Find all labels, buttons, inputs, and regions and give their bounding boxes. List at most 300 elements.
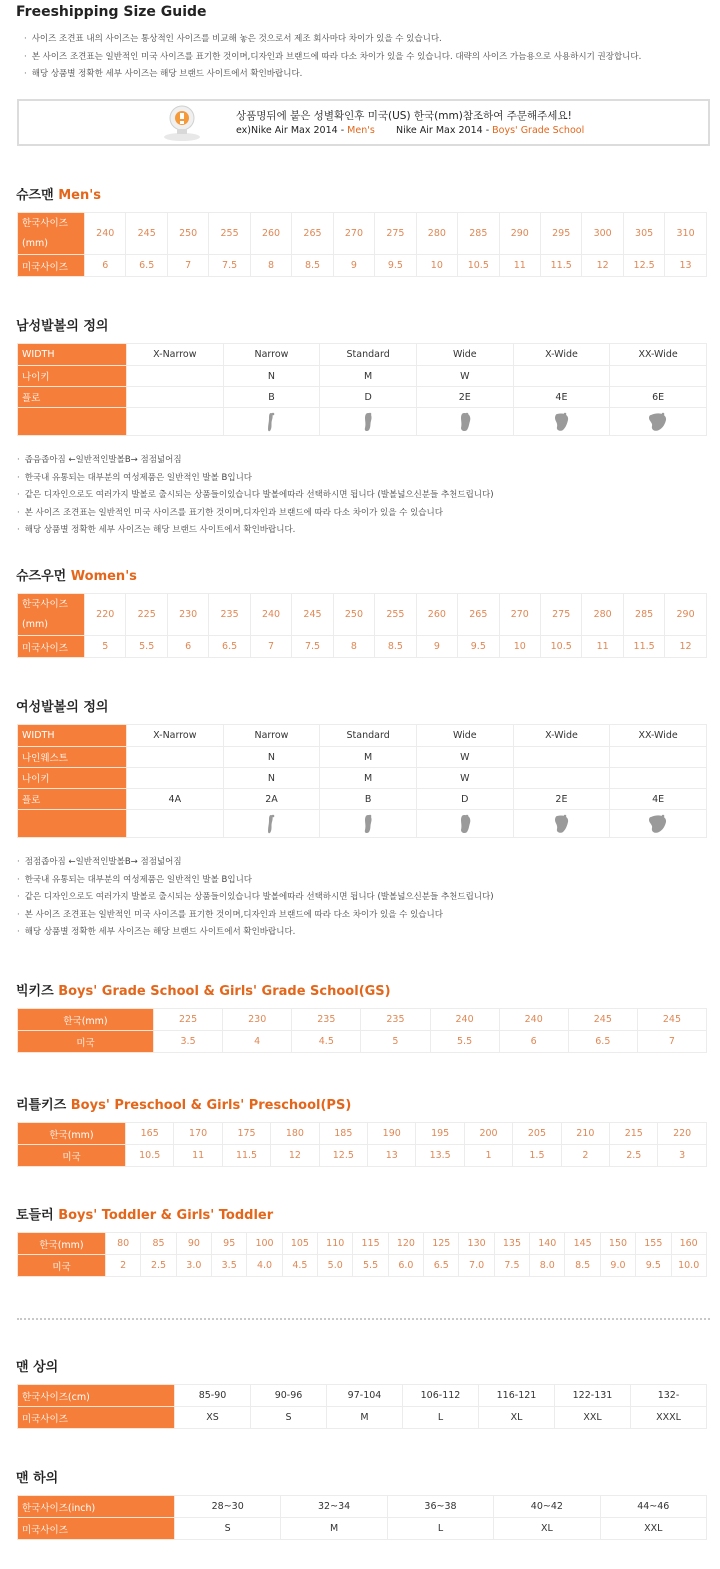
size-cell: 290 [499, 213, 540, 255]
size-cell: 32~34 [281, 1496, 387, 1518]
size-cell: 7 [250, 636, 291, 658]
page-title: Freeshipping Size Guide [16, 4, 207, 20]
size-cell: 135 [494, 1233, 529, 1255]
size-cell: 220 [658, 1123, 706, 1145]
size-cell: 10 [416, 255, 457, 277]
table-row [18, 1255, 707, 1277]
size-cell: 105 [282, 1233, 317, 1255]
size-cell: 13.5 [416, 1145, 464, 1167]
size-cell: 210 [561, 1123, 609, 1145]
size-cell: 13 [665, 255, 706, 277]
size-cell: 245 [568, 1009, 637, 1031]
width-header-cell: Standard [320, 344, 417, 366]
width-cell: 2E [416, 387, 513, 408]
foot-cell [610, 408, 707, 436]
width-header-label: WIDTH [18, 725, 127, 747]
width-cell [513, 768, 610, 789]
foot-xwide-icon [553, 813, 570, 835]
size-cell: 235 [209, 594, 250, 636]
foot-xwide-icon [553, 411, 570, 433]
toddler-size-table [17, 1232, 707, 1277]
size-cell: M [281, 1518, 387, 1540]
size-cell: 6 [85, 255, 126, 277]
size-cell: 5 [85, 636, 126, 658]
brand-label: 플로 [18, 789, 127, 810]
width-cell: M [320, 768, 417, 789]
foot-wide-icon [458, 411, 472, 433]
size-cell: 10.0 [671, 1255, 706, 1277]
width-cell: M [320, 366, 417, 387]
note-item: · 좁음좁아짐 ←일반적인발볼B→ 점점넓어짐 [17, 452, 494, 470]
mens-width-notes [17, 452, 494, 540]
table-header-row [18, 344, 707, 366]
foot-cell [223, 408, 320, 436]
size-cell: 270 [499, 594, 540, 636]
size-cell: 7.5 [292, 636, 333, 658]
width-cell: N [223, 747, 320, 768]
size-cell: 255 [209, 213, 250, 255]
row-label: 한국(mm) [18, 1233, 106, 1255]
size-cell: 2.5 [610, 1145, 658, 1167]
size-cell: 9.5 [375, 255, 416, 277]
width-cell: 6E [610, 387, 707, 408]
foot-cell [416, 810, 513, 838]
size-cell: 285 [623, 594, 664, 636]
row-label: 미국사이즈 [18, 1518, 175, 1540]
size-cell: XL [479, 1407, 555, 1429]
size-cell: 280 [416, 213, 457, 255]
size-cell: 225 [154, 1009, 223, 1031]
size-cell: 6.5 [209, 636, 250, 658]
width-cell: B [320, 789, 417, 810]
width-cell [513, 747, 610, 768]
size-cell: 8.0 [530, 1255, 565, 1277]
size-cell: 85 [141, 1233, 176, 1255]
size-cell: 90-96 [251, 1385, 327, 1407]
size-cell: 235 [361, 1009, 430, 1031]
section-divider [17, 1318, 710, 1320]
blank-label [18, 810, 127, 838]
size-cell: 2.5 [141, 1255, 176, 1277]
size-cell: 8.5 [375, 636, 416, 658]
size-cell: 170 [174, 1123, 222, 1145]
size-cell: 6.5 [568, 1031, 637, 1053]
width-cell: W [416, 366, 513, 387]
table-row [18, 789, 707, 810]
size-cell: 250 [167, 213, 208, 255]
size-cell: 132- [631, 1385, 707, 1407]
banner-example-gs: Nike Air Max 2014 - Boys' Grade School [396, 125, 585, 136]
size-cell: 200 [464, 1123, 512, 1145]
width-header-cell: Wide [416, 725, 513, 747]
size-cell: 295 [540, 213, 581, 255]
size-cell: 285 [458, 213, 499, 255]
row-label: 한국사이즈 (mm) [18, 594, 85, 636]
section-title-mens-width: 남성발볼의 정의 [16, 319, 109, 334]
width-header-cell: X-Narrow [127, 344, 224, 366]
brand-label: 나이키 [18, 366, 127, 387]
size-cell: 240 [250, 594, 291, 636]
size-cell: 90 [176, 1233, 211, 1255]
size-cell: 190 [368, 1123, 416, 1145]
width-header-cell: X-Wide [513, 725, 610, 747]
size-cell: 265 [292, 213, 333, 255]
size-cell: 7.0 [459, 1255, 494, 1277]
mens-shoe-size-table [17, 212, 707, 277]
size-cell: 300 [582, 213, 623, 255]
row-label: 한국(mm) [18, 1123, 126, 1145]
size-cell: 305 [623, 213, 664, 255]
size-cell: 1 [464, 1145, 512, 1167]
size-cell: 290 [665, 594, 706, 636]
width-cell [127, 387, 224, 408]
foot-cell [513, 810, 610, 838]
row-label: 한국사이즈(cm) [18, 1385, 175, 1407]
width-cell: W [416, 768, 513, 789]
width-cell [610, 747, 707, 768]
blank-label [18, 408, 127, 436]
width-cell [610, 768, 707, 789]
table-row [18, 636, 707, 658]
size-cell: 9 [333, 255, 374, 277]
width-cell: M [320, 747, 417, 768]
size-cell: 40~42 [494, 1496, 600, 1518]
note-item: · 본 사이즈 조견표는 일반적인 미국 사이즈를 표기한 것이며,디자인과 브랜드에 따라 다소 차이가 있을 수 있습니다 [17, 907, 494, 925]
size-cell: 205 [513, 1123, 561, 1145]
size-cell: 7 [637, 1031, 706, 1053]
width-cell [127, 747, 224, 768]
row-label: 미국 [18, 1145, 126, 1167]
size-cell: 5.5 [430, 1031, 499, 1053]
womens-width-notes [17, 854, 494, 942]
width-header-cell: Narrow [223, 725, 320, 747]
size-cell: 255 [375, 594, 416, 636]
size-cell: 230 [167, 594, 208, 636]
size-cell: XXL [555, 1407, 631, 1429]
size-cell: 12.5 [623, 255, 664, 277]
size-cell: 4.5 [292, 1031, 361, 1053]
section-title-womens-shoes: 슈즈우먼 Women's [16, 569, 137, 584]
table-row [18, 1518, 707, 1540]
size-cell: 4.0 [247, 1255, 282, 1277]
width-cell [127, 366, 224, 387]
size-cell: 9.5 [636, 1255, 671, 1277]
size-cell: 5.5 [126, 636, 167, 658]
size-cell: 160 [671, 1233, 706, 1255]
size-cell: 80 [106, 1233, 141, 1255]
size-cell: 185 [319, 1123, 367, 1145]
size-cell: 12 [665, 636, 706, 658]
size-cell: 8 [250, 255, 291, 277]
size-cell: 260 [416, 594, 457, 636]
size-cell: 10.5 [540, 636, 581, 658]
section-title-womens-width: 여성발볼의 정의 [16, 700, 109, 715]
table-row [18, 747, 707, 768]
width-header-cell: Narrow [223, 344, 320, 366]
size-cell: 36~38 [387, 1496, 493, 1518]
width-cell: D [320, 387, 417, 408]
size-cell: 9.0 [600, 1255, 635, 1277]
table-row [18, 1407, 707, 1429]
size-cell: 116-121 [479, 1385, 555, 1407]
section-title-preschool: 리틀키즈 Boys' Preschool & Girls' Preschool(PS) [16, 1098, 352, 1113]
foot-standard-icon [361, 813, 375, 835]
width-cell [513, 366, 610, 387]
size-cell: 245 [292, 594, 333, 636]
size-cell: 6 [167, 636, 208, 658]
table-row [18, 1496, 707, 1518]
table-row [18, 1385, 707, 1407]
foot-cell [320, 408, 417, 436]
size-cell: 180 [271, 1123, 319, 1145]
foot-cell [127, 810, 224, 838]
size-cell: 270 [333, 213, 374, 255]
size-cell: 260 [250, 213, 291, 255]
note-item: · 같은 디자인으로도 여러가지 발볼로 출시되는 상품들이있습니다 발볼에따라 선택하시면 됩니다 (발볼넓으신분들 추천드립니다) [17, 889, 494, 907]
note-item: · 본 사이즈 조견표는 일반적인 미국 사이즈를 표기한 것이며,디자인과 브랜드에 따라 다소 차이가 있을 수 있습니다 [17, 505, 494, 523]
brand-label: 플로 [18, 387, 127, 408]
size-cell: 11 [174, 1145, 222, 1167]
row-label: 한국사이즈(inch) [18, 1496, 175, 1518]
size-cell: 2 [561, 1145, 609, 1167]
womens-shoe-size-table [17, 593, 707, 658]
width-cell: 4E [513, 387, 610, 408]
size-cell: 7 [167, 255, 208, 277]
width-cell: W [416, 747, 513, 768]
width-cell: B [223, 387, 320, 408]
preschool-size-table [17, 1122, 707, 1167]
size-cell: 3.5 [212, 1255, 247, 1277]
size-cell: 11 [582, 636, 623, 658]
size-cell: 97-104 [327, 1385, 403, 1407]
size-cell: 7.5 [494, 1255, 529, 1277]
width-cell [127, 768, 224, 789]
width-header-cell: XX-Wide [610, 725, 707, 747]
size-cell: 12.5 [319, 1145, 367, 1167]
size-cell: 275 [375, 213, 416, 255]
table-row [18, 1145, 707, 1167]
size-cell: XS [175, 1407, 251, 1429]
men-top-size-table [17, 1384, 707, 1429]
brand-label: 나이키 [18, 768, 127, 789]
size-cell: 240 [499, 1009, 568, 1031]
size-cell: 100 [247, 1233, 282, 1255]
foot-icon-row [18, 408, 707, 436]
foot-cell [223, 810, 320, 838]
size-cell: 120 [388, 1233, 423, 1255]
size-cell: 195 [416, 1123, 464, 1145]
width-cell [610, 366, 707, 387]
section-title-men-bottom: 맨 하의 [16, 1471, 59, 1486]
size-cell: 175 [222, 1123, 270, 1145]
width-header-cell: X-Narrow [127, 725, 224, 747]
row-label: 미국사이즈 [18, 636, 85, 658]
size-cell: 8.5 [292, 255, 333, 277]
size-cell: 245 [637, 1009, 706, 1031]
size-cell: 3.5 [154, 1031, 223, 1053]
width-header-cell: Wide [416, 344, 513, 366]
size-cell: 10.5 [126, 1145, 174, 1167]
grade-school-size-table [17, 1008, 707, 1053]
foot-icon-row [18, 810, 707, 838]
size-cell: 11 [499, 255, 540, 277]
note-item: · 같은 디자인으로도 여러가지 발볼로 출시되는 상품들이있습니다 발볼에따라 선택하시면 됩니다 (발볼넓으신분들 추천드립니다) [17, 487, 494, 505]
size-cell: 265 [458, 594, 499, 636]
size-cell: XL [494, 1518, 600, 1540]
size-cell: S [175, 1518, 281, 1540]
size-cell: S [251, 1407, 327, 1429]
womens-width-table [17, 724, 707, 838]
size-cell: 125 [424, 1233, 459, 1255]
size-cell: 220 [85, 594, 126, 636]
table-row [18, 1233, 707, 1255]
size-cell: 12 [271, 1145, 319, 1167]
foot-cell [127, 408, 224, 436]
brand-label: 나인웨스트 [18, 747, 127, 768]
foot-cell [320, 810, 417, 838]
size-cell: 5.0 [318, 1255, 353, 1277]
row-label: 미국 [18, 1255, 106, 1277]
size-cell: 6 [499, 1031, 568, 1053]
size-cell: 5.5 [353, 1255, 388, 1277]
table-row [18, 1031, 707, 1053]
section-title-men-top: 맨 상의 [16, 1360, 59, 1375]
width-cell: D [416, 789, 513, 810]
size-cell: 28~30 [175, 1496, 281, 1518]
table-row [18, 1009, 707, 1031]
size-cell: 240 [85, 213, 126, 255]
size-cell: 10 [499, 636, 540, 658]
table-header-row [18, 725, 707, 747]
size-cell: 110 [318, 1233, 353, 1255]
size-cell: 250 [333, 594, 374, 636]
note-item: · 본 사이즈 조견표는 일반적인 미국 사이즈를 표기한 것이며,디자인과 브랜드에 따라 다소 차이가 있을 수 있습니다. 대략의 사이즈 가늠용으로 사용하시기 권장합니다. [24, 49, 641, 67]
size-cell: 165 [126, 1123, 174, 1145]
width-cell: 2E [513, 789, 610, 810]
size-cell: 235 [292, 1009, 361, 1031]
size-cell: 4.5 [282, 1255, 317, 1277]
size-cell: 106-112 [403, 1385, 479, 1407]
size-cell: 7.5 [209, 255, 250, 277]
table-row [18, 1123, 707, 1145]
table-row [18, 594, 707, 636]
size-cell: 11.5 [540, 255, 581, 277]
width-cell: 2A [223, 789, 320, 810]
table-row [18, 366, 707, 387]
size-cell: 5 [361, 1031, 430, 1053]
size-cell: 240 [430, 1009, 499, 1031]
foot-cell [416, 408, 513, 436]
note-item: · 해당 상품별 정확한 세부 사이즈는 해당 브랜드 사이트에서 확인바랍니다. [24, 66, 641, 84]
size-cell: 4 [223, 1031, 292, 1053]
foot-narrow-icon [264, 411, 278, 433]
size-cell: XXL [600, 1518, 706, 1540]
width-cell: N [223, 366, 320, 387]
row-label: 미국사이즈 [18, 255, 85, 277]
size-cell: XXXL [631, 1407, 707, 1429]
banner-notice-text: 상품명뒤에 붙은 성별확인후 미국(US) 한국(mm)참조하여 주문해주세요! [236, 110, 572, 122]
width-header-label: WIDTH [18, 344, 127, 366]
size-cell: 2 [106, 1255, 141, 1277]
size-cell: 140 [530, 1233, 565, 1255]
row-label: 한국사이즈 (mm) [18, 213, 85, 255]
width-header-cell: Standard [320, 725, 417, 747]
size-cell: 230 [223, 1009, 292, 1031]
foot-xxwide-icon [648, 411, 668, 433]
size-cell: 6.5 [424, 1255, 459, 1277]
section-title-mens-shoes: 슈즈맨 Men's [16, 188, 101, 203]
note-item: · 해당 상품별 정확한 세부 사이즈는 해당 브랜드 사이트에서 확인바랍니다. [17, 924, 494, 942]
width-cell: 4A [127, 789, 224, 810]
section-title-toddler: 토들러 Boys' Toddler & Girls' Toddler [16, 1208, 274, 1223]
size-cell: 215 [610, 1123, 658, 1145]
size-cell: 6.5 [126, 255, 167, 277]
size-cell: L [387, 1518, 493, 1540]
size-cell: 9 [416, 636, 457, 658]
intro-notes [24, 31, 641, 84]
banner-example-mens: ex)Nike Air Max 2014 - Men's [236, 125, 375, 136]
note-item: · 점점좁아짐 ←일반적인발볼B→ 점점넓어짐 [17, 854, 494, 872]
size-cell: 122-131 [555, 1385, 631, 1407]
table-row [18, 768, 707, 789]
size-cell: 280 [582, 594, 623, 636]
row-label: 미국 [18, 1031, 154, 1053]
width-header-cell: X-Wide [513, 344, 610, 366]
size-cell: 130 [459, 1233, 494, 1255]
size-cell: 11.5 [222, 1145, 270, 1167]
size-cell: 275 [540, 594, 581, 636]
size-cell: M [327, 1407, 403, 1429]
size-cell: 11.5 [623, 636, 664, 658]
size-cell: 95 [212, 1233, 247, 1255]
size-cell: 1.5 [513, 1145, 561, 1167]
table-row [18, 213, 707, 255]
section-title-grade-school: 빅키즈 Boys' Grade School & Girls' Grade School(GS) [16, 984, 391, 999]
width-cell: N [223, 768, 320, 789]
foot-cell [610, 810, 707, 838]
size-cell: 8 [333, 636, 374, 658]
men-bottom-size-table [17, 1495, 707, 1540]
foot-xxwide-icon [648, 813, 668, 835]
note-item: · 한국내 유통되는 대부분의 여성제품은 일반적인 발볼 B입니다 [17, 470, 494, 488]
size-cell: 8.5 [565, 1255, 600, 1277]
size-cell: 44~46 [600, 1496, 706, 1518]
size-cell: 145 [565, 1233, 600, 1255]
size-cell: 9.5 [458, 636, 499, 658]
width-header-cell: XX-Wide [610, 344, 707, 366]
size-cell: 3 [658, 1145, 706, 1167]
note-item: · 한국내 유통되는 대부분의 여성제품은 일반적인 발볼 B입니다 [17, 872, 494, 890]
row-label: 미국사이즈 [18, 1407, 175, 1429]
size-cell: L [403, 1407, 479, 1429]
size-cell: 12 [582, 255, 623, 277]
foot-cell [513, 408, 610, 436]
size-cell: 13 [368, 1145, 416, 1167]
mens-width-table [17, 343, 707, 436]
size-cell: 225 [126, 594, 167, 636]
size-cell: 10.5 [458, 255, 499, 277]
size-cell: 85-90 [175, 1385, 251, 1407]
gender-notice-banner [17, 99, 710, 146]
width-cell: 4E [610, 789, 707, 810]
size-cell: 150 [600, 1233, 635, 1255]
row-label: 한국(mm) [18, 1009, 154, 1031]
note-item: · 사이즈 조견표 내의 사이즈는 통상적인 사이즈를 비교해 놓은 것으로서 제조 회사마다 차이가 있을 수 있습니다. [24, 31, 641, 49]
size-cell: 3.0 [176, 1255, 211, 1277]
size-cell: 155 [636, 1233, 671, 1255]
foot-standard-icon [361, 411, 375, 433]
table-row [18, 255, 707, 277]
